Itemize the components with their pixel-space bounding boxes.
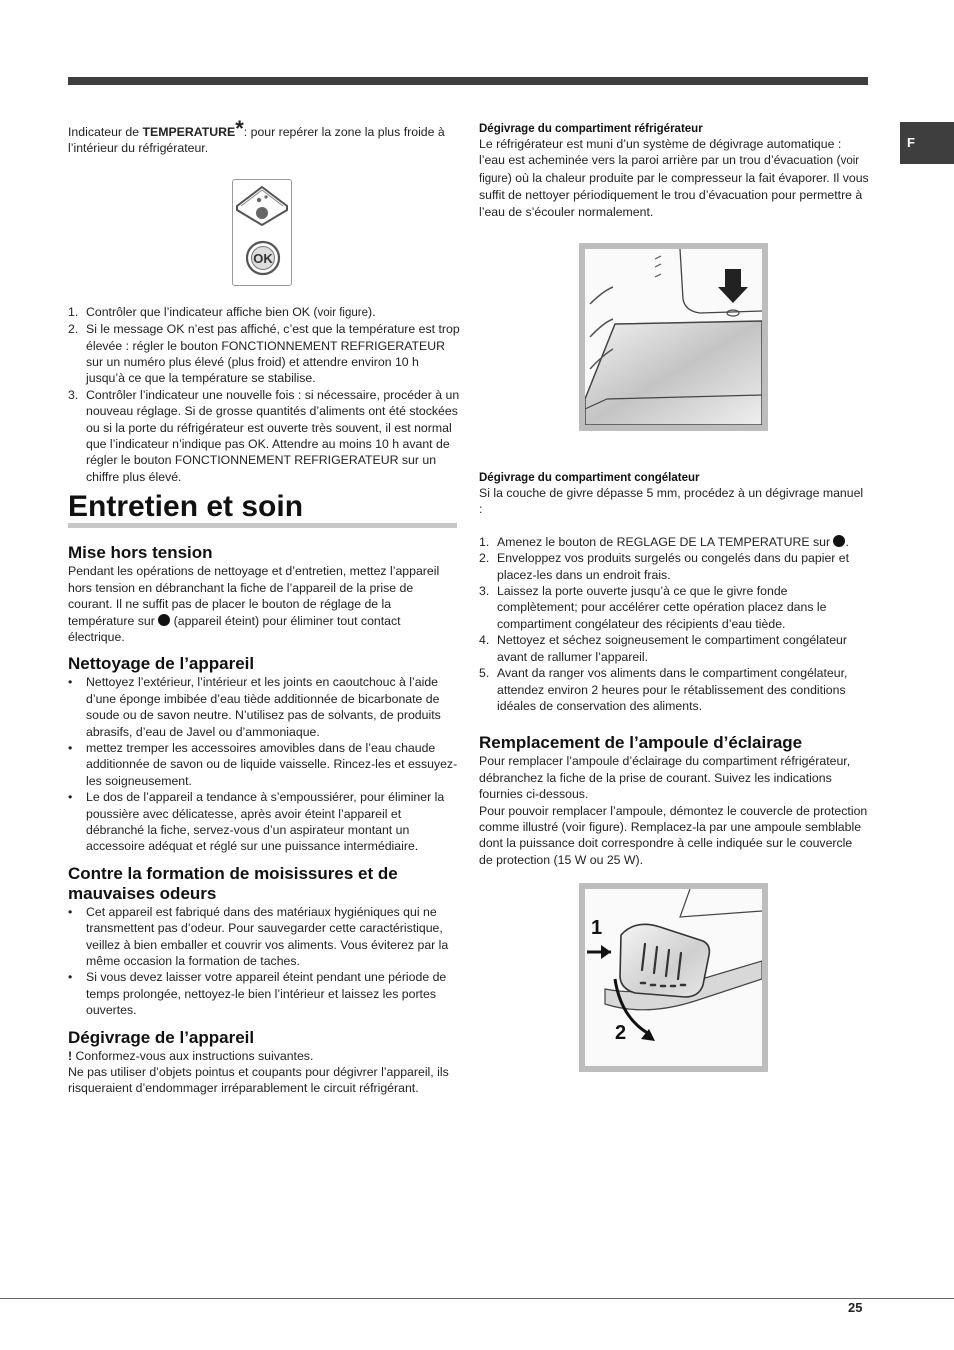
language-tab: F bbox=[900, 122, 954, 164]
step-number: 2. bbox=[479, 551, 490, 566]
indicator-intro-post: : pour repérer la zone la plus froide à l’intérieur du réfrigérateur. bbox=[68, 125, 445, 156]
figure-ref: voir figure bbox=[479, 155, 860, 185]
mise-text-post: (appareil éteint) pour éliminer tout contact électrique. bbox=[68, 613, 401, 644]
mise-text bbox=[68, 563, 460, 645]
ampoule-text-2: Pour pouvoir remplacer l’ampoule, démontez le couvercle de protection comme illustré (voir figure). Remplacez-la par une ampoule semblable dont la puissance doit correspondre à celle indiquée sur le couvercle de protection (15 W ou 25 W). bbox=[479, 803, 868, 867]
list-item: • Le dos de l’appareil a tendance à s’empoussiérer, pour éliminer la poussière avec délicatesse, après avoir éteint l’appareil et débranché la fiche, servez-vous d’un aspirateur montant un accessoire adéquat et réglé sur une puissance intermédiaire. bbox=[68, 789, 460, 855]
congel-step-5 bbox=[479, 665, 869, 714]
main-title-block bbox=[68, 491, 457, 528]
step-text-post: . bbox=[845, 534, 849, 549]
step-text: Enveloppez vos produits surgelés ou congelés dans du papier et placez-les dans un endroit frais. bbox=[497, 551, 850, 582]
section-title-degivrage: Dégivrage de l’appareil bbox=[68, 1027, 255, 1047]
refrig-text bbox=[479, 136, 869, 220]
temperature-indicator-figure bbox=[232, 179, 292, 286]
section-title-congel: Dégivrage du compartiment congélateur bbox=[479, 472, 700, 485]
indicator-intro-bold: TEMPERATURE bbox=[142, 125, 236, 139]
indicator-step-2 bbox=[68, 321, 460, 387]
warning-mark: ! bbox=[68, 1048, 73, 1063]
warning-text: Conformez-vous aux instructions suivantes. bbox=[72, 1048, 314, 1063]
step-number: 1. bbox=[479, 534, 490, 549]
nettoyage-list bbox=[68, 674, 460, 854]
ok-label: OK bbox=[253, 250, 273, 266]
congel-step-4 bbox=[479, 632, 869, 665]
indicator-steps bbox=[68, 304, 460, 485]
congel-step-2 bbox=[479, 550, 869, 583]
step-text: Amenez le bouton de REGLAGE DE LA TEMPERATURE sur bbox=[497, 534, 834, 549]
figure-label-2: 2 bbox=[615, 1022, 627, 1045]
congel-step-1 bbox=[479, 534, 869, 550]
off-dot-icon bbox=[158, 614, 170, 626]
step-text-post: ). bbox=[368, 304, 376, 319]
step-number: 4. bbox=[479, 633, 490, 648]
congel-intro: Si la couche de givre dépasse 5 mm, procédez à un dégivrage manuel : bbox=[479, 486, 864, 517]
congel-step-3 bbox=[479, 583, 869, 632]
moisissures-list bbox=[68, 904, 460, 1019]
section-title-refrig: Dégivrage du compartiment réfrigérateur bbox=[479, 123, 703, 135]
bulb-cover-illustration bbox=[585, 889, 762, 1066]
main-title: Entretien et soin bbox=[68, 490, 304, 524]
drain-hole-figure bbox=[579, 243, 768, 431]
section-title-moisissures: Contre la formation de moisissures et de mauvaises odeurs bbox=[68, 863, 398, 903]
refrig-text-post: ) où la chaleur produite par le compresseur la fait évaporer. Il vous suffit de nettoyer périodiquement le trou d’évacuation pour permettre à l’eau de s’écouler normalement. bbox=[479, 170, 869, 219]
list-item: • Nettoyez l’extérieur, l’intérieur et les joints en caoutchouc à l’aide d’une éponge imbibée d’eau tiède additionnée de bicarbonate de soude ou de savon neutre. N’utilisez pas de solvants, de produits abrasifs, d’eau de Javel ou d’ammoniaque. bbox=[68, 674, 460, 740]
refrig-text-pre: Le réfrigérateur est muni d’un système de dégivrage automatique : l’eau est acheminée vers la paroi arrière par un trou d’évacuation ( bbox=[479, 137, 842, 168]
step-number: 3. bbox=[68, 387, 79, 402]
bulb-cover-figure bbox=[579, 883, 768, 1072]
mise-text-pre: Pendant les opérations de nettoyage et d’entretien, mettez l’appareil hors tension en débranchant la fiche de l’appareil de la prise de courant. Il ne suffit pas de placer le bouton de réglage de la température sur bbox=[68, 564, 440, 628]
section-title-nettoyage: Nettoyage de l’appareil bbox=[68, 654, 255, 674]
list-item: • Si vous devez laisser votre appareil éteint pendant une période de temps prolongée, nettoyez-le bien l’intérieur et laissez les portes ouvertes. bbox=[68, 969, 460, 1018]
section-title-ampoule: Remplacement de l’ampoule d’éclairage bbox=[479, 733, 803, 753]
top-rule bbox=[68, 77, 868, 85]
step-text: Laissez la porte ouverte jusqu’à ce que le givre fonde complètement; pour accélérer cette opération placez dans le compartiment congélateur des récipients d’eau tiède. bbox=[497, 584, 827, 631]
step-number: 5. bbox=[479, 666, 490, 681]
page-number: 25 bbox=[848, 1300, 863, 1315]
section-title-mise-hors-tension: Mise hors tension bbox=[68, 543, 213, 563]
congel-steps bbox=[479, 534, 869, 714]
indicator-step-3 bbox=[68, 387, 460, 485]
bottom-rule bbox=[0, 1298, 954, 1299]
step-text: Nettoyez et séchez soigneusement le compartiment congélateur avant de rallumer l’appareil. bbox=[497, 633, 847, 664]
indicator-intro bbox=[68, 116, 460, 157]
step-number: 1. bbox=[68, 304, 79, 319]
asterisk: * bbox=[235, 116, 244, 141]
indicator-step-1 bbox=[68, 304, 460, 321]
off-dot-icon bbox=[833, 535, 845, 547]
step-number: 3. bbox=[479, 584, 490, 599]
step-text: Contrôler l’indicateur une nouvelle fois : si nécessaire, procéder à un nouveau réglage. Si de grosse quantités d’aliments ont été stockées ou si la porte du réfrigérateur est ouverte très souvent, il est normal que l’indicateur n’indique pas OK. Attendre au moins 10 h avant de régler le bouton FONCTIONNEMENT REFRIGERATEUR sur un chiffre plus élevé. bbox=[86, 387, 460, 484]
temperature-indicator-icon bbox=[233, 180, 291, 285]
drain-hole-illustration bbox=[585, 249, 762, 425]
list-item: • Cet appareil est fabriqué dans des matériaux hygiéniques qui ne transmettent pas d’odeur. Pour sauvegarder cette caractéristique, veillez à bien emballer et couvrir vos aliments. Vous éviterez par la même occasion la formation de taches. bbox=[68, 904, 460, 970]
degivrage-text: Ne pas utiliser d’objets pointus et coupants pour dégivrer l’appareil, ils risqueraient d’endommager irréparablement le circuit réfrigérant. bbox=[68, 1065, 449, 1096]
step-text: Si le message OK n’est pas affiché, c’est que la température est trop élevée : régler le bouton FONCTIONNEMENT REFRIGERATEUR sur un numéro plus élevé (plus froid) et attendre environ 10 h jusqu’à ce que la température se stabilise. bbox=[86, 322, 460, 386]
step-text: Contrôler que l’indicateur affiche bien OK ( bbox=[86, 304, 318, 319]
list-item: • mettez tremper les accessoires amovibles dans de l’eau chaude additionnée de savon ou de liquide vaisselle. Rincez-les et essuyez-les soigneusement. bbox=[68, 740, 460, 789]
indicator-intro-pre: Indicateur de bbox=[68, 125, 143, 139]
left-column bbox=[68, 116, 460, 1097]
right-column bbox=[479, 122, 869, 1072]
step-number: 2. bbox=[68, 322, 79, 337]
step-text: Avant da ranger vos aliments dans le compartiment congélateur, attendez environ 2 heures pour le rétablissement des conditions idéales de conservation des aliments. bbox=[497, 666, 848, 713]
figure-label-1: 1 bbox=[591, 917, 603, 940]
ampoule-text-1: Pour remplacer l’ampoule d’éclairage du compartiment réfrigérateur, débranchez la fiche de la prise de courant. Suivez les indications fournies ci-dessous. bbox=[479, 754, 851, 802]
degivrage-warning bbox=[68, 1048, 460, 1064]
figure-ref: voir figure bbox=[317, 306, 368, 319]
